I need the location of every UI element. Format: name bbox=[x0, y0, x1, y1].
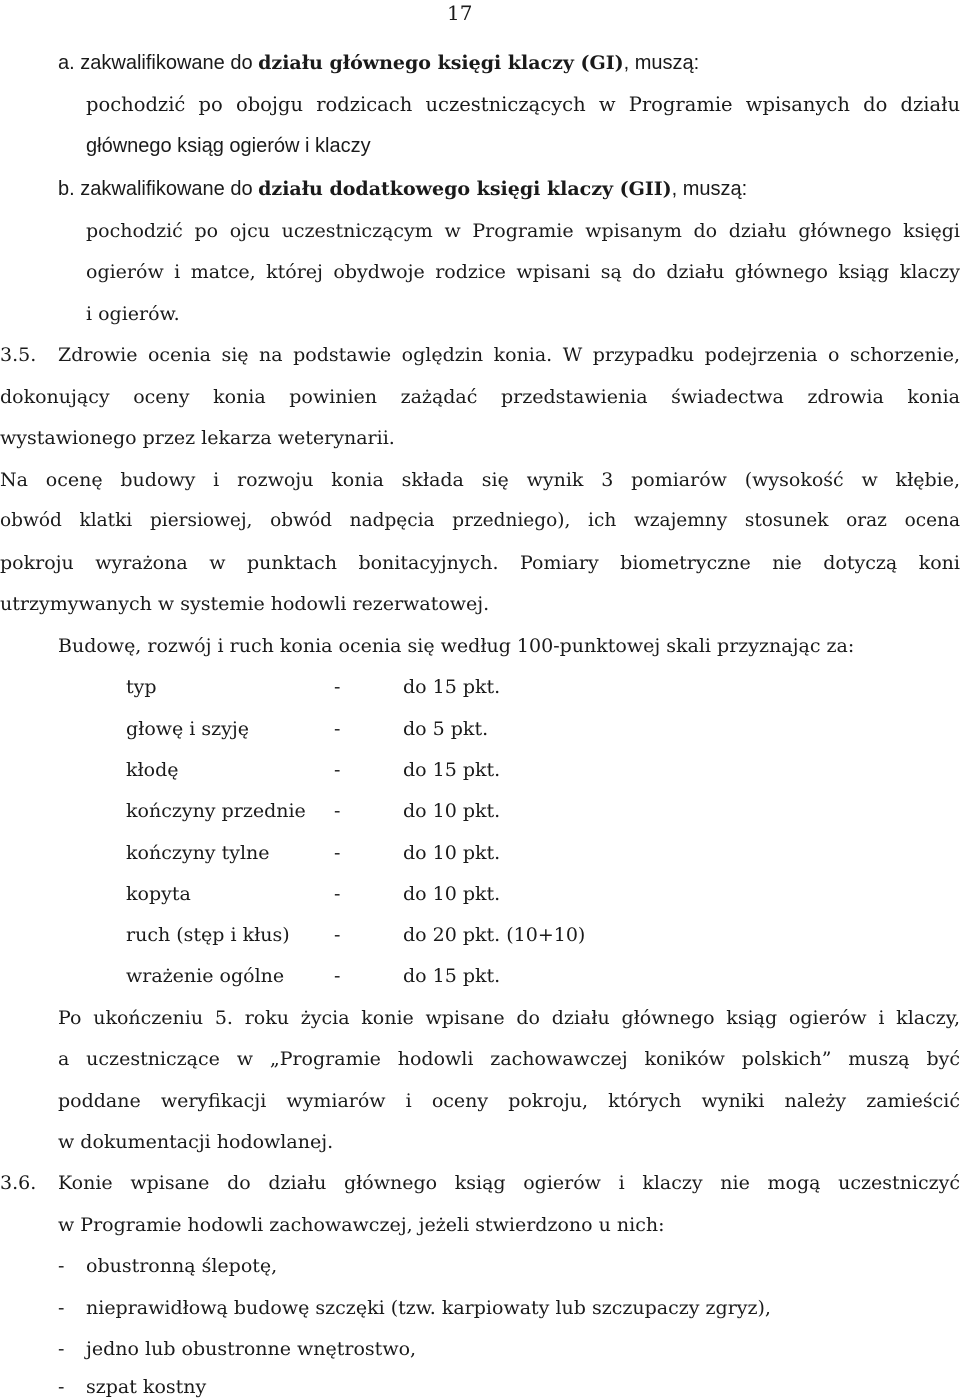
scale-label: kończyny przednie bbox=[126, 800, 306, 822]
item-b-line-3: ogierów i matce, której obydwoje rodzice wpisani są do działu głównego ksiąg klaczy bbox=[86, 261, 960, 283]
section-3-6-line-2: w Programie hodowli zachowawczej, jeżeli stwierdzono u nich: bbox=[58, 1214, 665, 1236]
paragraph-2-line-1: Na ocenę budowy i rozwoju konia składa się wynik 3 pomiarów (wysokość w kłębie, bbox=[0, 469, 960, 491]
item-b-line-4: i ogierów. bbox=[86, 303, 180, 325]
scale-row bbox=[0, 922, 960, 948]
section-3-6-number: 3.6. bbox=[0, 1172, 37, 1194]
scale-label: ruch (stęp i kłus) bbox=[126, 924, 290, 946]
item-b-line-2: pochodzić po ojcu uczestniczącym w Programie wpisanym do działu głównego księgi bbox=[86, 220, 960, 242]
bullet-marker: - bbox=[58, 1297, 65, 1319]
scale-label: głowę i szyję bbox=[126, 718, 250, 740]
list-item bbox=[0, 1336, 960, 1362]
paragraph-2-line-4: utrzymywanych w systemie hodowli rezerwatowej. bbox=[0, 593, 490, 615]
item-a-line-3: głównego ksiąg ogierów i klaczy bbox=[86, 135, 371, 157]
page-number: 17 bbox=[447, 1, 473, 25]
scale-row bbox=[0, 798, 960, 824]
scale-label: typ bbox=[126, 676, 157, 698]
item-a-marker: a. bbox=[58, 52, 75, 74]
scale-value: do 10 pkt. bbox=[403, 842, 501, 864]
scale-label: kończyny tylne bbox=[126, 842, 270, 864]
scale-dash: - bbox=[334, 965, 341, 987]
bullet-marker: - bbox=[58, 1376, 65, 1398]
section-3-6-line-1: Konie wpisane do działu głównego ksiąg ogierów i klaczy nie mogą uczestniczyć bbox=[58, 1172, 960, 1194]
item-b-tail: , muszą: bbox=[671, 178, 748, 200]
scale-dash: - bbox=[334, 800, 341, 822]
bullet-marker: - bbox=[58, 1255, 65, 1277]
scale-value: do 15 pkt. bbox=[403, 759, 501, 781]
scale-dash: - bbox=[334, 676, 341, 698]
item-a-bold: działu głównego księgi klaczy (GI) bbox=[258, 52, 624, 74]
paragraph-2-line-2: obwód klatki piersiowej, obwód nadpęcia przedniego), ich wzajemny stosunek oraz ocena bbox=[0, 510, 960, 531]
item-b-marker: b. bbox=[58, 178, 75, 200]
item-a-first-line bbox=[58, 50, 699, 76]
scale-value: do 5 pkt. bbox=[403, 718, 489, 740]
paragraph-3-line-1: Po ukończeniu 5. roku życia konie wpisane do działu głównego ksiąg ogierów i klaczy, bbox=[58, 1007, 960, 1029]
scale-row bbox=[0, 963, 960, 989]
paragraph-3-line-3: poddane weryfikacji wymiarów i oceny pokroju, których wyniki należy zamieścić bbox=[58, 1090, 960, 1112]
item-b-lead: zakwalifikowane do bbox=[80, 178, 259, 200]
section-3-5-line-2: dokonujący oceny konia powinien zażądać przedstawienia świadectwa zdrowia konia bbox=[0, 386, 960, 408]
bullet-marker: - bbox=[58, 1338, 65, 1360]
scale-row bbox=[0, 881, 960, 907]
scale-label: wrażenie ogólne bbox=[126, 965, 285, 987]
scale-row bbox=[0, 840, 960, 866]
item-a-line-2: pochodzić po obojgu rodzicach uczestniczących w Programie wpisanych do działu bbox=[86, 93, 960, 116]
scale-intro: Budowę, rozwój i ruch konia ocenia się według 100-punktowej skali przyznając za: bbox=[58, 635, 855, 657]
scale-dash: - bbox=[334, 924, 341, 946]
item-a-lead: zakwalifikowane do bbox=[80, 52, 259, 74]
section-3-5-line-1: Zdrowie ocenia się na podstawie oględzin konia. W przypadku podejrzenia o schorzenie, bbox=[58, 344, 960, 366]
item-b-first-line bbox=[58, 176, 747, 202]
scale-value: do 20 pkt. (10+10) bbox=[403, 924, 586, 946]
paragraph-3-line-2: a uczestniczące w „Programie hodowli zachowawczej koników polskich” muszą być bbox=[58, 1048, 960, 1070]
section-3-5-line-3: wystawionego przez lekarza weterynarii. bbox=[0, 427, 395, 449]
scale-value: do 10 pkt. bbox=[403, 883, 501, 905]
scale-value: do 15 pkt. bbox=[403, 965, 501, 987]
item-b-bold: działu dodatkowego księgi klaczy (GII) bbox=[258, 178, 672, 200]
list-item bbox=[0, 1253, 960, 1279]
scale-value: do 15 pkt. bbox=[403, 676, 501, 698]
bullet-text: obustronną ślepotę, bbox=[86, 1255, 278, 1277]
bullet-text: jedno lub obustronne wnętrostwo, bbox=[86, 1338, 417, 1360]
section-3-5-number: 3.5. bbox=[0, 344, 37, 366]
bullet-text: nieprawidłową budowę szczęki (tzw. karpiowaty lub szczupaczy zgryz), bbox=[86, 1297, 771, 1319]
scale-label: kłodę bbox=[126, 759, 179, 781]
scale-dash: - bbox=[334, 718, 341, 740]
scale-row bbox=[0, 757, 960, 783]
list-item bbox=[0, 1374, 960, 1400]
list-item bbox=[0, 1295, 960, 1321]
bullet-text: szpat kostny bbox=[86, 1376, 207, 1398]
paragraph-2-line-3: pokroju wyrażona w punktach bonitacyjnych. Pomiary biometryczne nie dotyczą koni bbox=[0, 552, 960, 574]
scale-dash: - bbox=[334, 759, 341, 781]
scale-value: do 10 pkt. bbox=[403, 800, 501, 822]
scale-label: kopyta bbox=[126, 883, 191, 905]
item-a-tail: , muszą: bbox=[623, 52, 700, 74]
scale-row bbox=[0, 716, 960, 742]
scale-dash: - bbox=[334, 842, 341, 864]
scale-dash: - bbox=[334, 883, 341, 905]
scale-row bbox=[0, 674, 960, 700]
paragraph-3-line-4: w dokumentacji hodowlanej. bbox=[58, 1131, 334, 1153]
